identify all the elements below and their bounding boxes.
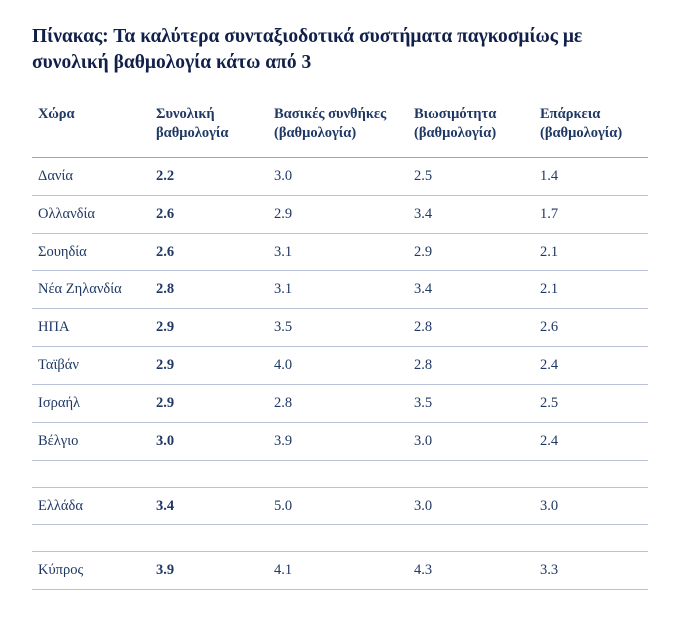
cell-total-score: 3.4 (150, 487, 268, 525)
cell-adequacy: 2.6 (534, 309, 648, 347)
table-row (32, 384, 648, 422)
pension-systems-table (32, 95, 648, 591)
table-row (32, 195, 648, 233)
gap-cell (32, 525, 150, 552)
table-row (32, 271, 648, 309)
cell-adequacy: 1.7 (534, 195, 648, 233)
cell-adequacy: 3.0 (534, 487, 648, 525)
table-row (32, 347, 648, 385)
cell-sustainability: 3.4 (408, 195, 534, 233)
gap-cell (150, 525, 268, 552)
cell-total-score: 2.9 (150, 347, 268, 385)
cell-country: Σουηδία (32, 233, 150, 271)
cell-adequacy: 2.5 (534, 384, 648, 422)
cell-adequacy: 1.4 (534, 157, 648, 195)
cell-country: Ελλάδα (32, 487, 150, 525)
table-row (32, 422, 648, 460)
table-row (32, 552, 648, 590)
cell-basic: 3.9 (268, 422, 408, 460)
gap-cell (534, 460, 648, 487)
cell-country: Δανία (32, 157, 150, 195)
cell-total-score: 3.9 (150, 552, 268, 590)
table-header (32, 95, 648, 158)
cell-basic: 4.0 (268, 347, 408, 385)
column-header-sustainability: Βιωσιμότητα (βαθμολογία) (414, 105, 497, 141)
table-row (32, 157, 648, 195)
column-header-adequacy: Επάρκεια (βαθμολογία) (540, 105, 623, 141)
table-body (32, 157, 648, 589)
column-header-country: Χώρα (38, 105, 75, 122)
cell-total-score: 3.0 (150, 422, 268, 460)
cell-country: Βέλγιο (32, 422, 150, 460)
gap-cell (32, 460, 150, 487)
cell-basic: 5.0 (268, 487, 408, 525)
cell-basic: 3.0 (268, 157, 408, 195)
cell-country: Κύπρος (32, 552, 150, 590)
cell-total-score: 2.9 (150, 309, 268, 347)
cell-sustainability: 3.4 (408, 271, 534, 309)
cell-total-score: 2.9 (150, 384, 268, 422)
table-header-row (32, 95, 648, 158)
cell-country: ΗΠΑ (32, 309, 150, 347)
table-gap-row (32, 460, 648, 487)
gap-cell (534, 525, 648, 552)
cell-adequacy: 2.1 (534, 233, 648, 271)
cell-country: Ταϊβάν (32, 347, 150, 385)
cell-basic: 3.1 (268, 233, 408, 271)
cell-sustainability: 2.5 (408, 157, 534, 195)
table-row (32, 233, 648, 271)
cell-total-score: 2.2 (150, 157, 268, 195)
page-title: Πίνακας: Τα καλύτερα συνταξιοδοτικά συστήματα παγκοσμίως με συνολική βαθμολογία κάτω από 3 (32, 26, 583, 74)
cell-adequacy: 2.1 (534, 271, 648, 309)
cell-sustainability: 2.8 (408, 347, 534, 385)
gap-cell (150, 460, 268, 487)
column-header-total-score: Συνολική βαθμολογία (156, 105, 229, 141)
cell-sustainability: 3.5 (408, 384, 534, 422)
cell-sustainability: 2.9 (408, 233, 534, 271)
cell-total-score: 2.6 (150, 233, 268, 271)
gap-cell (268, 525, 408, 552)
gap-cell (408, 525, 534, 552)
table-gap-row (32, 525, 648, 552)
cell-adequacy: 2.4 (534, 347, 648, 385)
cell-country: Ισραήλ (32, 384, 150, 422)
cell-sustainability: 4.3 (408, 552, 534, 590)
cell-sustainability: 3.0 (408, 487, 534, 525)
cell-sustainability: 3.0 (408, 422, 534, 460)
cell-adequacy: 2.4 (534, 422, 648, 460)
cell-country: Νέα Ζηλανδία (32, 271, 150, 309)
cell-basic: 3.1 (268, 271, 408, 309)
table-row (32, 487, 648, 525)
column-header-basic: Βασικές συνθήκες (βαθμολογία) (274, 105, 387, 141)
cell-basic: 3.5 (268, 309, 408, 347)
cell-country: Ολλανδία (32, 195, 150, 233)
table-row (32, 309, 648, 347)
gap-cell (408, 460, 534, 487)
cell-total-score: 2.8 (150, 271, 268, 309)
cell-total-score: 2.6 (150, 195, 268, 233)
cell-basic: 2.8 (268, 384, 408, 422)
cell-adequacy: 3.3 (534, 552, 648, 590)
cell-basic: 2.9 (268, 195, 408, 233)
gap-cell (268, 460, 408, 487)
cell-basic: 4.1 (268, 552, 408, 590)
cell-sustainability: 2.8 (408, 309, 534, 347)
